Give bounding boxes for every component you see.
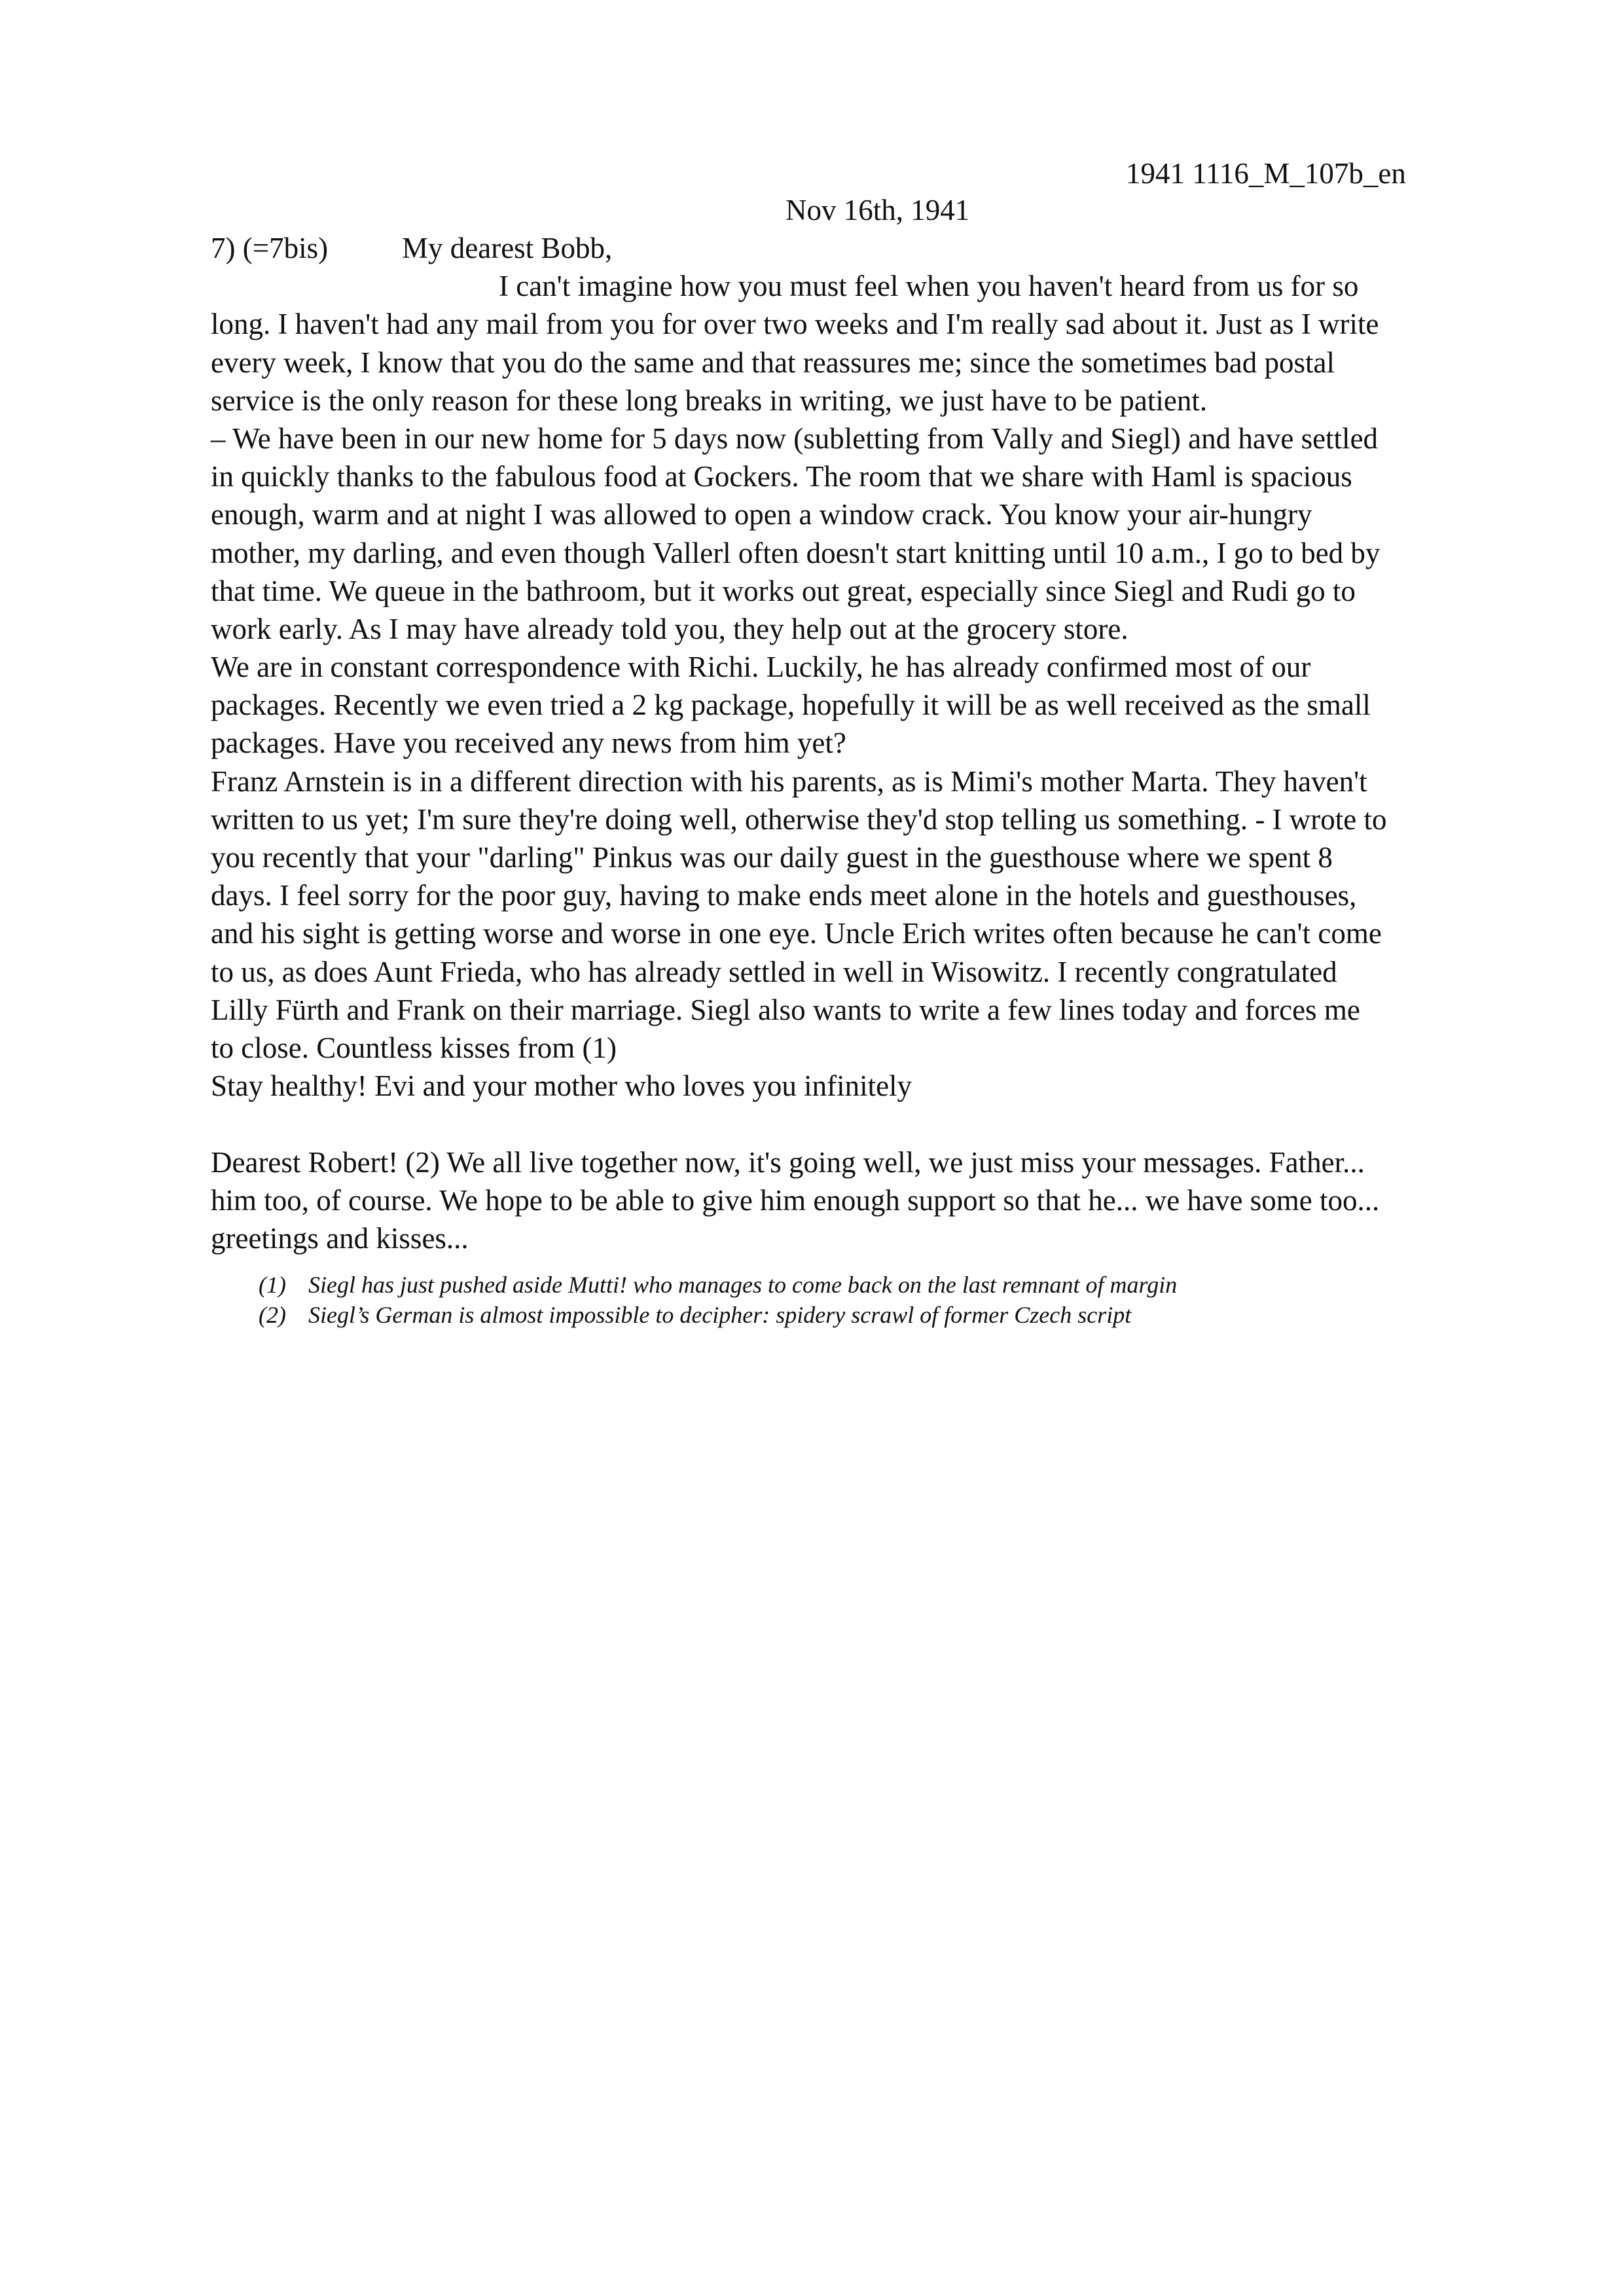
postscript-line: him too, of course. We hope to be able to give him enough support so that he... we have some too... (211, 1183, 1380, 1217)
letter-closing: Stay healthy! Evi and your mother who loves you infinitely (211, 1069, 912, 1103)
letter-number: 7) (=7bis) (211, 232, 329, 264)
letter-line: to us, as does Aunt Frieda, who has already settled in well in Wisowitz. I recently congratulated (211, 955, 1337, 988)
postscript-line: greetings and kisses... (211, 1221, 469, 1255)
letter-line: long. I haven't had any mail from you for over two weeks and I'm really sad about it. Just as I write (211, 308, 1379, 341)
document-id: 1941 1116_M_107b_en (1126, 157, 1406, 190)
footnote (259, 1270, 1177, 1300)
salutation-line (211, 229, 1507, 267)
letter-line: – We have been in our new home for 5 days now (subletting from Vally and Siegl) and have settled (211, 422, 1379, 455)
letter-line: every week, I know that you do the same and that reassures me; since the sometimes bad postal (211, 346, 1335, 379)
footnote-text: Siegl has just pushed aside Mutti! who manages to come back on the last remnant of margin (308, 1272, 1178, 1298)
letter-line: and his sight is getting worse and worse in one eye. Uncle Erich writes often because he can't come (211, 917, 1382, 950)
postscript-line: Dearest Robert! (2) We all live together now, it's going well, we just miss your messages. Father... (211, 1145, 1365, 1179)
letter-line: you recently that your "darling" Pinkus was our daily guest in the guesthouse where we spent 8 (211, 841, 1333, 874)
salutation: My dearest Bobb, (402, 232, 613, 264)
footnote-text: Siegl’s German is almost impossible to decipher: spidery scrawl of former Czech script (308, 1302, 1132, 1328)
letter-line: work early. As I may have already told you, they help out at the grocery store. (211, 612, 1128, 645)
footnote-marker: (2) (259, 1302, 286, 1328)
letter-line: Lilly Fürth and Frank on their marriage. Siegl also wants to write a few lines today and forces me (211, 993, 1360, 1026)
letter-line: mother, my darling, and even though Vallerl often doesn't start knitting until 10 a.m., I go to bed by (211, 536, 1380, 569)
letter-date: Nov 16th, 1941 (785, 194, 970, 226)
footnotes (259, 1270, 1177, 1330)
letter-line: days. I feel sorry for the poor guy, having to make ends meet alone in the hotels and guesthouses, (211, 879, 1357, 912)
letter-line: Franz Arnstein is in a different direction with his parents, as is Mimi's mother Marta. They haven't (211, 764, 1367, 798)
letter-line (211, 267, 1507, 305)
letter-line: to close. Countless kisses from (1) (211, 1031, 617, 1064)
letter-body (211, 229, 1507, 1257)
letter-line-text: I can't imagine how you must feel when you haven't heard from us for so (499, 270, 1359, 303)
letter-line: written to us yet; I'm sure they're doing well, otherwise they'd stop telling us something. - I wrote to (211, 802, 1387, 836)
letter-line: packages. Recently we even tried a 2 kg package, hopefully it will be as well received as the small (211, 689, 1371, 722)
paragraph-gap (211, 1105, 1507, 1143)
footnote (259, 1300, 1177, 1330)
letter-line: service is the only reason for these long breaks in writing, we just have to be patient. (211, 384, 1208, 417)
footnote-marker: (1) (259, 1272, 286, 1298)
letter-line: enough, warm and at night I was allowed to open a window crack. You know your air-hungry (211, 498, 1312, 531)
letter-line: that time. We queue in the bathroom, but it works out great, especially since Siegl and Rudi go to (211, 574, 1356, 607)
letter-line: in quickly thanks to the fabulous food at Gockers. The room that we share with Haml is spacious (211, 460, 1352, 493)
letter-line: packages. Have you received any news from him yet? (211, 726, 846, 760)
letter-line: We are in constant correspondence with Richi. Luckily, he has already confirmed most of our (211, 651, 1311, 684)
